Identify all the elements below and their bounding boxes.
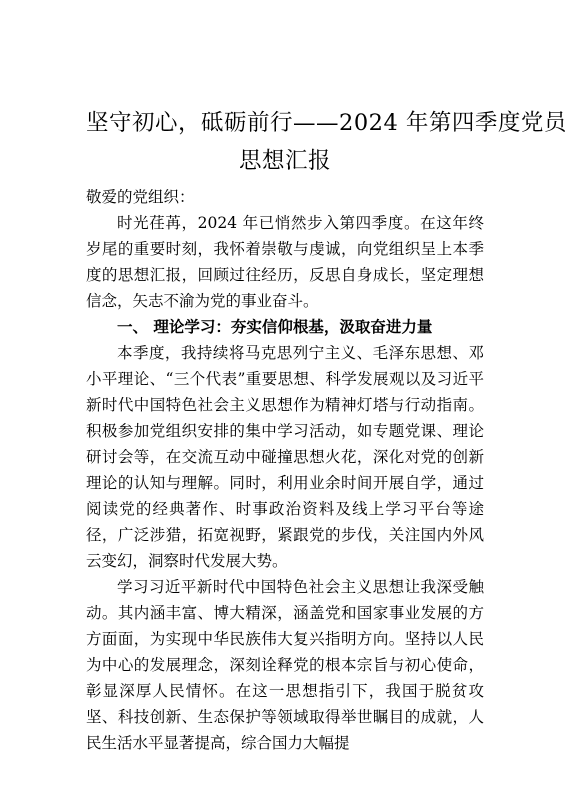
section-heading-1: 一、 理论学习：夯实信仰根基，汲取奋进力量 <box>117 318 433 336</box>
document-title <box>86 104 567 180</box>
salutation: 敬爱的党组织： <box>86 188 195 206</box>
body-paragraph-1: 本季度，我持续将马克思列宁主义、毛泽东思想、邓小平理论、“三个代表”重要思想、科学发展观以及习近平新时代中国特色社会主义思想作为精神灯塔与行动指南。积极参加党组织安排的集中学习活动，如专题党课、理论研讨会等，在交流互动中碰撞思想火花，深化对党的创新理论的认知与理解。同时，利用业余时间开展自学，通过阅读党的经典著作、时事政治资料及线上学习平台等途径，广泛涉猎，拓宽视野，紧跟党的步伐，关注国内外风云变幻，洞察时代发展大势。 <box>86 344 484 570</box>
intro-paragraph: 时光荏苒，2024 年已悄然步入第四季度。在这年终岁尾的重要时刻，我怀着崇敬与虔诚，向党组织呈上本季度的思想汇报，回顾过往经历，反思自身成长，坚定理想信念，矢志不渝为党的事业奋斗。 <box>86 214 484 310</box>
body-paragraph-2: 学习习近平新时代中国特色社会主义思想让我深受触动。其内涵丰富、博大精深，涵盖党和国家事业发展的方方面面，为实现中华民族伟大复兴指明方向。坚持以人民为中心的发展理念，深刻诠释党的根本宗旨与初心使命，彰显深厚人民情怀。在这一思想指引下，我国于脱贫攻坚、科技创新、生态保护等领域取得举世瞩目的成就，人民生活水平显著提高，综合国力大幅提 <box>86 578 484 752</box>
document-title-line-1: 坚守初心，砥砺前行——2024 年第四季度党员 <box>86 110 567 136</box>
document-title-line-2: 思想汇报 <box>238 148 331 174</box>
